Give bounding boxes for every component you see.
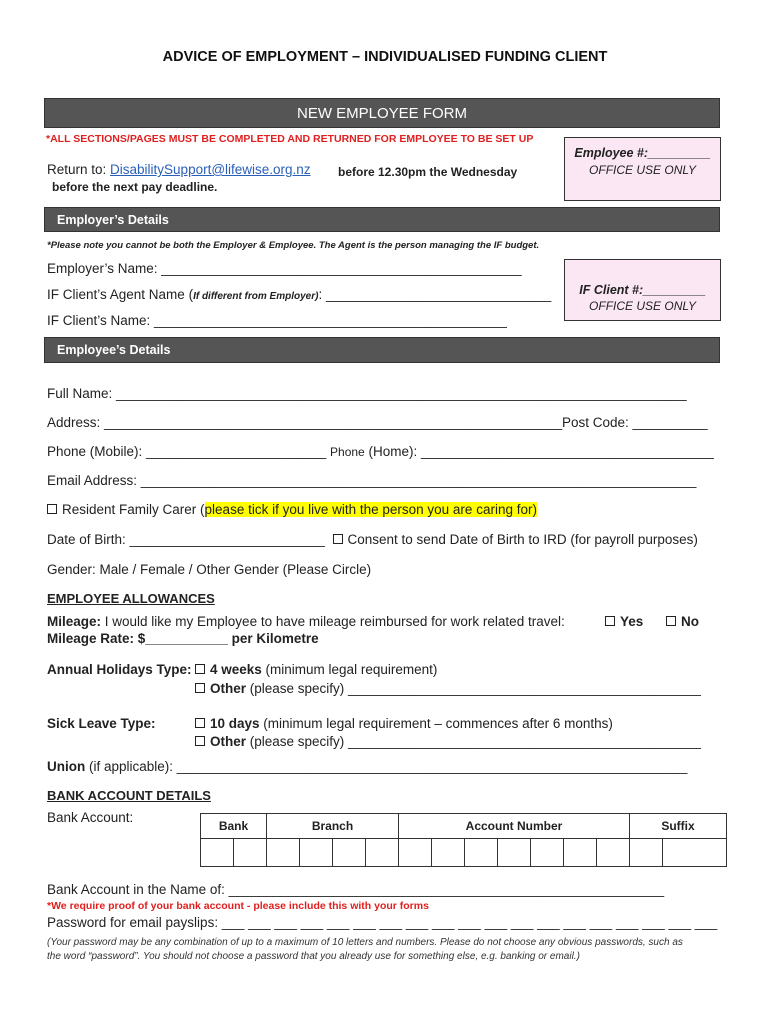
suffix-digit-cell[interactable] — [630, 839, 663, 867]
holidays-other-line: (please specify) _______________________________________________ — [246, 681, 701, 696]
phone-home-label: Phone — [330, 445, 365, 459]
allowances-heading: EMPLOYEE ALLOWANCES — [47, 591, 215, 606]
account-digit-cell[interactable] — [531, 839, 564, 867]
bank-heading: BANK ACCOUNT DETAILS — [47, 788, 211, 803]
gender-field[interactable]: Gender: Male / Female / Other Gender (Please Circle) — [47, 562, 372, 577]
sick-other-checkbox[interactable] — [195, 736, 205, 746]
return-deadline-line2: before the next pay deadline. — [52, 180, 218, 194]
dob-field: Date of Birth: __________________________ — [47, 532, 325, 547]
mileage-no-label: No — [681, 614, 699, 629]
email-field[interactable]: Email Address: __________________________________________________________________________ — [47, 473, 697, 488]
account-digit-cell[interactable] — [399, 839, 432, 867]
holidays-4weeks-note: (minimum legal requirement) — [261, 662, 438, 677]
completion-warning: *ALL SECTIONS/PAGES MUST BE COMPLETED AND RETURNED FOR EMPLOYEE TO BE SET UP — [46, 133, 534, 145]
bank-grid-header — [201, 814, 727, 839]
phone-mobile-field: Phone (Mobile): ________________________ — [47, 444, 327, 459]
resident-carer-label: Resident Family Carer ( — [62, 502, 205, 517]
employee-section-bar: Employee’s Details — [44, 337, 720, 363]
branch-column-header: Branch — [267, 814, 399, 839]
holidays-label: Annual Holidays Type: — [47, 662, 192, 677]
suffix-column-header: Suffix — [630, 814, 727, 839]
mileage-row — [47, 614, 565, 629]
mileage-no-checkbox[interactable] — [666, 616, 676, 626]
phone-field[interactable] — [47, 444, 714, 459]
sick-other-label: Other — [210, 734, 247, 749]
sick-leave-label: Sick Leave Type: — [47, 716, 156, 731]
bank-grid-digits-row — [201, 839, 727, 867]
employer-note: *Please note you cannot be both the Employer & Employee. The Agent is the person managing the IF budget. — [47, 240, 540, 251]
dob-consent-checkbox[interactable] — [333, 534, 343, 544]
return-prefix: Return to: — [47, 162, 111, 177]
account-digit-cell[interactable] — [597, 839, 630, 867]
sick-other-line: (please specify) _______________________________________________ — [246, 734, 701, 749]
document-title: ADVICE OF EMPLOYMENT – INDIVIDUALISED FUNDING CLIENT — [162, 49, 608, 65]
mileage-rate-field[interactable]: Mileage Rate: $___________ per Kilometre — [47, 631, 319, 646]
branch-digit-cell[interactable] — [366, 839, 399, 867]
employer-section-bar: Employer’s Details — [44, 207, 720, 232]
agent-name-line: : ______________________________ — [318, 287, 552, 302]
client-number-box — [564, 259, 721, 321]
holidays-4weeks-label: 4 weeks — [210, 662, 262, 677]
branch-digit-cell[interactable] — [267, 839, 300, 867]
branch-digit-cell[interactable] — [333, 839, 366, 867]
employer-name-field[interactable]: Employer’s Name: ________________________________________________ — [47, 261, 522, 276]
resident-carer-instruction: please tick if you live with the person you are caring for) — [204, 502, 537, 517]
dob-consent-label: Consent to send Date of Birth to IRD (for payroll purposes) — [347, 532, 698, 547]
account-digit-cell[interactable] — [432, 839, 465, 867]
mileage-no-option[interactable] — [666, 614, 699, 629]
password-footnote-line1: (Your password may be any combination of up to a maximum of 10 letters and numbers. Please do not choose any obvious passwords, such as — [47, 937, 683, 948]
client-number-label: IF Client #:_________ — [579, 283, 706, 297]
account-digit-cell[interactable] — [498, 839, 531, 867]
resident-carer-checkbox[interactable] — [47, 504, 57, 514]
holidays-4weeks-checkbox[interactable] — [195, 664, 205, 674]
client-name-field[interactable]: IF Client’s Name: _______________________________________________ — [47, 313, 507, 328]
bank-account-name-field[interactable]: Bank Account in the Name of: __________________________________________________________ — [47, 882, 665, 897]
return-line — [47, 162, 311, 177]
address-field[interactable]: Address: _____________________________________________________________Post Code: __________ — [47, 415, 708, 430]
union-label: Union — [47, 759, 86, 774]
holidays-other-option[interactable] — [195, 681, 701, 696]
bank-account-label: Bank Account: — [47, 810, 134, 825]
bank-digit-cell[interactable] — [201, 839, 234, 867]
sick-10days-note: (minimum legal requirement – commences after 6 months) — [259, 716, 613, 731]
mileage-yes-option[interactable] — [605, 614, 643, 629]
bank-proof-note: *We require proof of your bank account - please include this with your forms — [47, 900, 429, 912]
bank-account-grid — [200, 813, 727, 867]
return-email-link[interactable]: DisabilitySupport@lifewise.org.nz — [110, 162, 311, 177]
agent-name-label: IF Client’s Agent Name ( — [47, 287, 194, 302]
form-title-bar: NEW EMPLOYEE FORM — [44, 98, 720, 128]
holidays-other-label: Other — [210, 681, 247, 696]
union-field[interactable] — [47, 759, 687, 774]
agent-name-field[interactable] — [47, 287, 551, 302]
payslip-password-field[interactable]: Password for email payslips: ___ ___ ___ ___ ___ ___ ___ ___ ___ ___ ___ ___ ___ ___ ___ ___ ___ ___ ___ — [47, 915, 718, 930]
client-office-use-label: OFFICE USE ONLY — [589, 299, 696, 313]
suffix-digit-cell[interactable] — [663, 839, 727, 867]
bank-digit-cell[interactable] — [234, 839, 267, 867]
full-name-field[interactable]: Full Name: ____________________________________________________________________________ — [47, 386, 687, 401]
bank-column-header: Bank — [201, 814, 267, 839]
agent-name-hint: If different from Employer) — [193, 291, 319, 302]
account-digit-cell[interactable] — [564, 839, 597, 867]
sick-10days-option[interactable] — [195, 716, 613, 731]
return-deadline: before 12.30pm the Wednesday — [338, 165, 518, 179]
mileage-label: Mileage: — [47, 614, 102, 629]
employee-number-box — [564, 137, 721, 201]
dob-row[interactable] — [47, 532, 698, 547]
mileage-yes-checkbox[interactable] — [605, 616, 615, 626]
holidays-other-checkbox[interactable] — [195, 683, 205, 693]
employee-number-label: Employee #:_________ — [574, 146, 711, 160]
account-digit-cell[interactable] — [465, 839, 498, 867]
resident-carer-row[interactable] — [47, 502, 537, 517]
sick-10days-checkbox[interactable] — [195, 718, 205, 728]
holidays-4weeks-option[interactable] — [195, 662, 437, 677]
mileage-text: I would like my Employee to have mileage reimbursed for work related travel: — [101, 614, 565, 629]
sick-other-option[interactable] — [195, 734, 701, 749]
branch-digit-cell[interactable] — [300, 839, 333, 867]
phone-home-line: (Home): _______________________________________ — [364, 444, 714, 459]
sick-10days-label: 10 days — [210, 716, 260, 731]
password-footnote-line2: the word “password”. You should not choose a password that you already use for something else, e.g. banking or email.) — [47, 951, 580, 962]
union-line: (if applicable): ____________________________________________________________________ — [85, 759, 688, 774]
mileage-yes-label: Yes — [620, 614, 644, 629]
office-use-label: OFFICE USE ONLY — [589, 163, 696, 177]
account-number-column-header: Account Number — [399, 814, 630, 839]
